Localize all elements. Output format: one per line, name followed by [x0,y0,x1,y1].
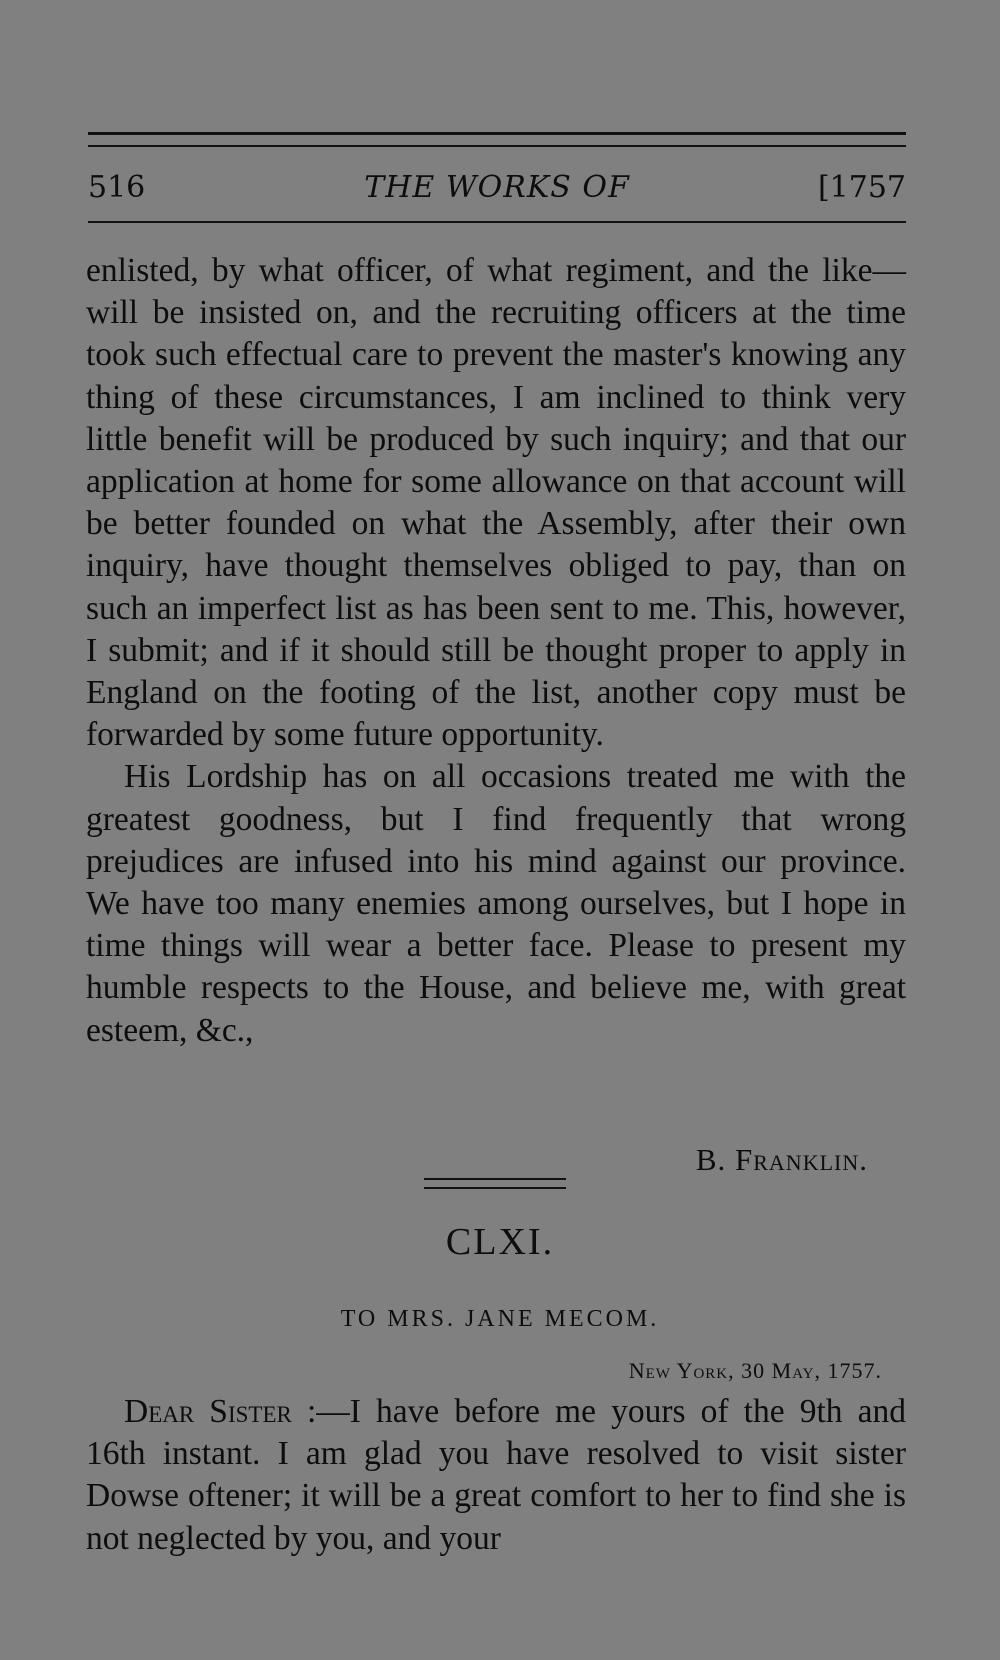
top-rule-thin [88,145,906,147]
letter-end-text [86,250,906,1052]
running-title: THE WORKS OF [364,170,630,205]
running-year: [1757 [817,170,906,205]
running-head [88,168,906,208]
letter-dateline: New York, 30 May, 1757. [628,1358,882,1383]
section-separator-lower [424,1187,566,1189]
paragraph-2: His Lordship has on all occasions treated me with the greatest goodness, but I find frequently that wrong prejudices are infused into his mind against our province. We have too many enemies among ourselves, but I hope in time things will wear a better face. Please to present my humble respects to the House, and believe me, with great esteem, &c., [86,758,906,1049]
letter-body [86,1391,906,1560]
paragraph-1: enlisted, by what officer, of what regiment, and the like—will be insisted on, and the recruiting officers at the time took such effectual care to prevent the master's knowing any thing of these circumstances, I am inclined to think very little benefit will be produced by such inquiry; and that our application at home for some allowance on that account will be better founded on what the Assembly, after their own inquiry, have thought themselves obliged to pay, than on such an imperfect list as has been sent to me. This, however, I submit; and if it should still be thought proper to apply in England on the footing of the list, another copy must be forwarded by some future opportunity. [86,252,906,754]
signature: B. Franklin. [695,1142,868,1177]
header-rule [88,221,906,223]
salutation: Dear Sister [124,1393,292,1430]
letter-opening-paragraph [86,1391,906,1560]
top-rule [88,132,906,135]
opening-text: :—I have before me yours of the 9th and 16th instant. I am glad you have resolved to visit sister Dowse oftener; it will be a great comfort to her to find she is not neglected by you, and your [86,1393,906,1557]
section-separator [424,1178,566,1180]
letter-number: CLXI. [445,1221,555,1263]
page-number: 516 [88,170,146,205]
letter-recipient: TO MRS. JANE MECOM. [340,1306,660,1332]
